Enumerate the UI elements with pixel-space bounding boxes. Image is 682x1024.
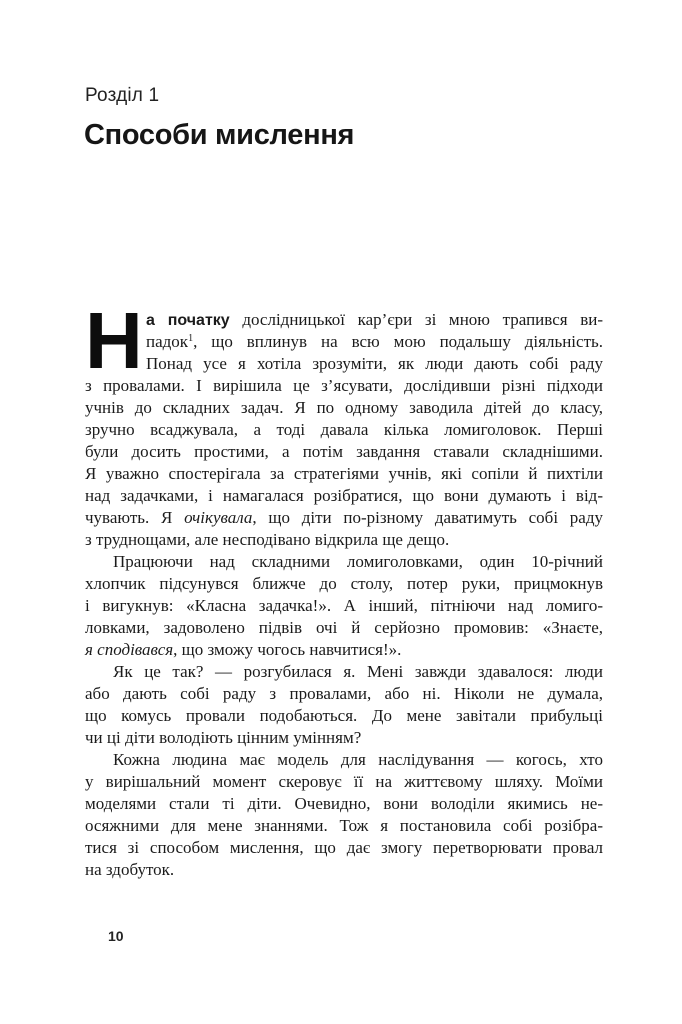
text-segment: ловками, задоволено підвів очі й серйозно промовив: «Знаєте, — [85, 618, 603, 637]
text-line — [85, 485, 603, 507]
text-segment: або дають собі раду з провалами, або ні. Ніколи не думала, — [85, 684, 603, 703]
chapter-title: Способи мислення — [84, 119, 355, 151]
text-segment: , що вплинув на всю мою подальшу діяльність. — [193, 332, 603, 351]
text-segment: осяжними для мене знаннями. Тож я постановила собі розібра- — [85, 816, 603, 835]
text-line — [85, 309, 603, 331]
text-segment: з провалами. І вирішила це з’ясувати, дослідивши різні підходи — [85, 376, 603, 395]
text-line — [85, 683, 603, 705]
text-segment: зручно всаджувала, а тоді давала кілька ломиголовок. Перші — [85, 420, 603, 439]
text-segment: я сподівався — [85, 640, 174, 659]
text-segment: Понад усе я хотіла зрозуміти, як люди дають собі раду — [146, 354, 603, 373]
paragraph — [85, 749, 603, 881]
text-line — [85, 815, 603, 837]
text-line — [85, 595, 603, 617]
text-segment: тися зі способом мислення, що дає змогу перетворювати провал — [85, 838, 603, 857]
text-segment: хлопчик підсунувся ближче до столу, потер руки, прицмокнув — [85, 574, 603, 593]
text-line — [85, 749, 603, 771]
text-line — [85, 837, 603, 859]
text-line — [85, 551, 603, 573]
paragraph — [85, 296, 604, 551]
text-segment: падок — [146, 332, 189, 351]
chapter-label: Розділ 1 — [85, 85, 160, 106]
text-segment: Я уважно спостерігала за стратегіями учнів, які сопіли й пихтіли — [85, 464, 603, 483]
text-segment: були досить простими, а потім завдання ставали складнішими. — [85, 442, 603, 461]
text-segment: на здобуток. — [85, 860, 175, 879]
text-segment: Кожна людина має модель для наслідування — когось, хто — [113, 750, 603, 769]
text-line — [85, 705, 603, 727]
text-line — [85, 353, 603, 375]
text-segment: , що діти по-різному даватимуть собі раду — [252, 508, 603, 527]
text-segment: у вирішальний момент скеровує її на життєвому шляху. Моїми — [85, 772, 603, 791]
text-segment: з труднощами, але несподівано відкрила ще дещо. — [85, 530, 450, 549]
text-line — [85, 419, 603, 441]
text-segment: чувають. Я — [85, 508, 185, 527]
footnote-marker: 1 — [188, 333, 194, 344]
text-line — [85, 727, 603, 749]
text-segment: що комусь провали подобаються. До мене завітали прибульці — [85, 706, 603, 725]
paragraph — [85, 661, 603, 749]
text-line — [85, 375, 603, 397]
text-segment: очікувала — [184, 508, 253, 527]
text-line — [85, 771, 603, 793]
text-line — [85, 463, 603, 485]
text-segment: дослідницької кар’єри зі мною трапився ви- — [229, 310, 604, 329]
drop-cap: Н — [85, 296, 143, 385]
text-segment: Працюючи над складними ломиголовками, один 10-річний — [113, 552, 603, 571]
text-segment: чи ці діти володіють цінним умінням? — [85, 728, 362, 747]
text-line — [85, 573, 603, 595]
text-line — [85, 617, 603, 639]
text-segment: Як це так? — розгубилася я. Мені завжди здавалося: люди — [113, 662, 603, 681]
text-segment: , що зможу чогось навчитися!». — [173, 640, 402, 659]
text-segment: над задачками, і намагалася розібратися, що вони думають і від- — [85, 486, 603, 505]
text-line — [85, 639, 603, 661]
text-segment: учнів до складних задач. Я по одному заводила дітей до класу, — [85, 398, 603, 417]
text-segment: і вигукнув: «Класна задачка!». А інший, пітніючи над ломиго- — [85, 596, 603, 615]
text-segment: моделями стали ті діти. Очевидно, вони володіли якимись не- — [85, 794, 603, 813]
paragraph — [85, 551, 603, 661]
body-text — [85, 296, 604, 881]
text-line — [85, 397, 603, 419]
text-line — [85, 529, 603, 551]
text-line — [85, 331, 603, 353]
text-line — [85, 661, 603, 683]
text-segment: а початку — [146, 312, 230, 329]
page-number: 10 — [108, 928, 124, 944]
text-line — [85, 507, 603, 529]
text-line — [85, 859, 603, 881]
text-line — [85, 793, 603, 815]
text-line — [85, 441, 603, 463]
